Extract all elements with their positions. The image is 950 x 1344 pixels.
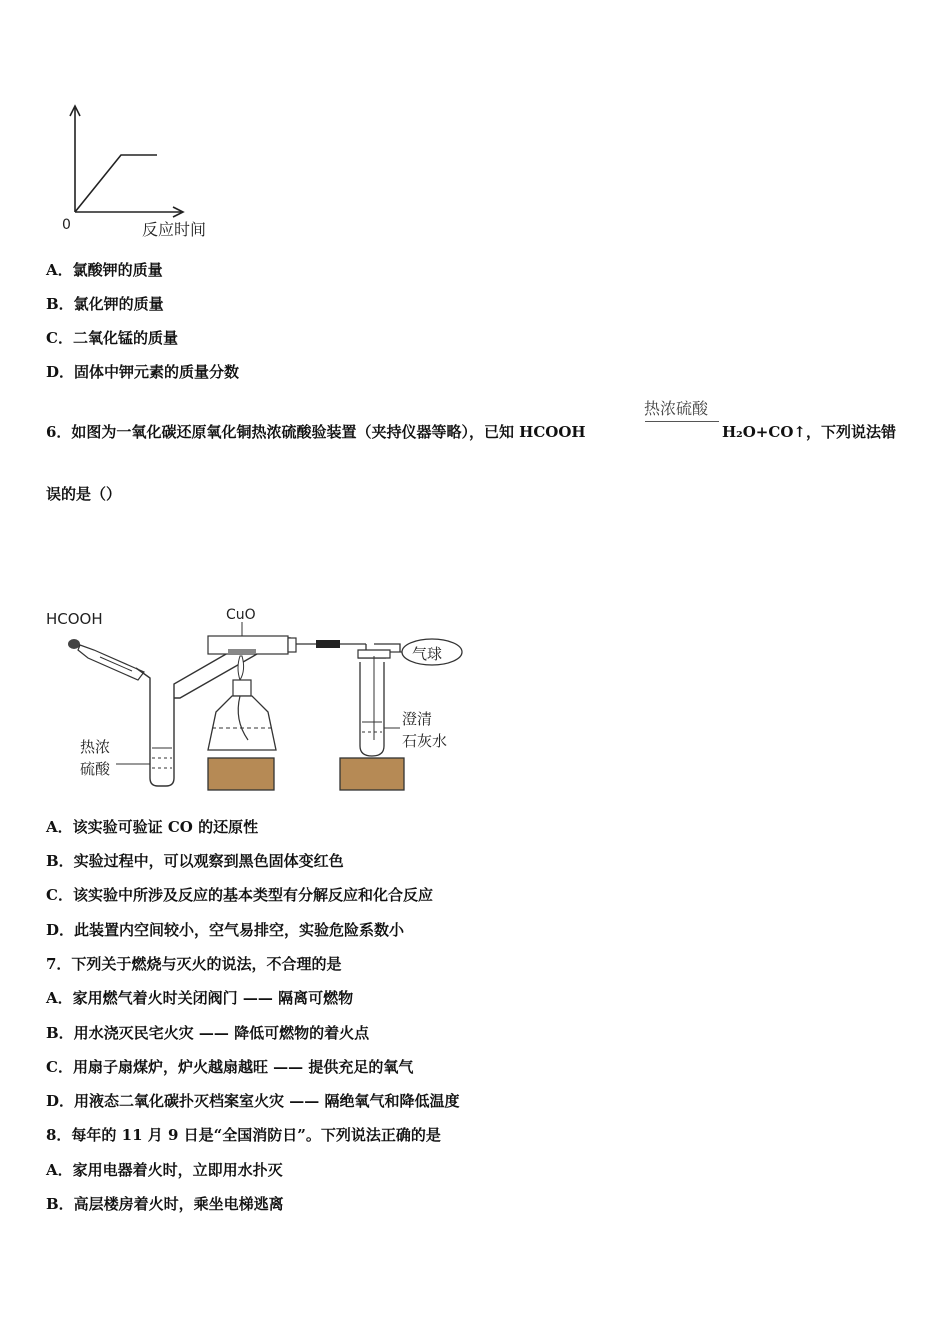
test-tube (360, 662, 384, 756)
q6-option-a: A．该实验可验证 CO 的还原性 (46, 818, 259, 836)
q5-option-b: B．氯化钾的质量 (46, 295, 164, 313)
q6-reaction-arrow (645, 421, 719, 422)
q8-stem: 8．每年的 11 月 9 日是“全国消防日”。下列说法正确的是 (46, 1126, 441, 1144)
label-cuo: CuO (226, 607, 256, 623)
spirit-lamp (208, 696, 276, 750)
q8-option-a: A．家用电器着火时，立即用水扑灭 (46, 1161, 283, 1179)
q8-option-b: B．高层楼房着火时，乘坐电梯逃离 (46, 1195, 284, 1213)
q5-option-c: C．二氧化锰的质量 (46, 329, 178, 347)
graph-origin: 0 (62, 217, 71, 233)
q5-option-a: A．氯酸钾的质量 (46, 261, 163, 279)
label-limewater-1: 澄清 (402, 710, 433, 728)
flame (238, 656, 244, 680)
lamp-cap (233, 680, 251, 696)
q6-reaction-condition: 热浓硫酸 (644, 399, 709, 418)
dropping-funnel (78, 645, 144, 680)
q6-stem-start: 6．如图为一氧化碳还原氧化铜热浓硫酸验装置（夹持仪器等略），已知 HCOOH (46, 423, 586, 441)
wood-block-left (208, 758, 274, 790)
q6-stem-products: H₂O+CO↑，下列说法错 (722, 423, 896, 441)
label-limewater-2: 石灰水 (402, 732, 448, 750)
label-balloon: 气球 (412, 645, 443, 663)
label-acid-2: 硫酸 (80, 760, 111, 778)
q7-stem: 7．下列关于燃烧与灭火的说法，不合理的是 (46, 955, 342, 973)
q6-option-d: D．此装置内空间较小，空气易排空，实验危险系数小 (46, 921, 405, 939)
q7-option-d: D．用液态二氧化碳扑灭档案室火灾 —— 隔绝氧气和降低温度 (46, 1092, 460, 1110)
cuo-powder (228, 649, 256, 654)
q7-option-a: A．家用燃气着火时关闭阀门 —— 隔离可燃物 (46, 989, 354, 1007)
q5-option-d: D．固体中钾元素的质量分数 (46, 363, 240, 381)
apparatus-diagram (40, 600, 480, 795)
graph-x-label: 反应时间 (142, 220, 207, 239)
graph-curve (75, 155, 157, 212)
reaction-graph (55, 100, 225, 245)
q7-option-b: B．用水浇灭民宅火灾 —— 降低可燃物的着火点 (46, 1024, 370, 1042)
funnel-bulb (68, 639, 80, 649)
label-acid-1: 热浓 (80, 738, 111, 756)
label-hcooh: HCOOH (46, 610, 103, 628)
q7-option-c: C．用扇子扇煤炉，炉火越扇越旺 —— 提供充足的氧气 (46, 1058, 414, 1076)
wood-block-right (340, 758, 404, 790)
q6-option-b: B．实验过程中，可以观察到黑色固体变红色 (46, 852, 344, 870)
q6-stem-end: 误的是（） (46, 485, 122, 503)
q6-option-c: C．该实验中所涉及反应的基本类型有分解反应和化合反应 (46, 886, 433, 904)
